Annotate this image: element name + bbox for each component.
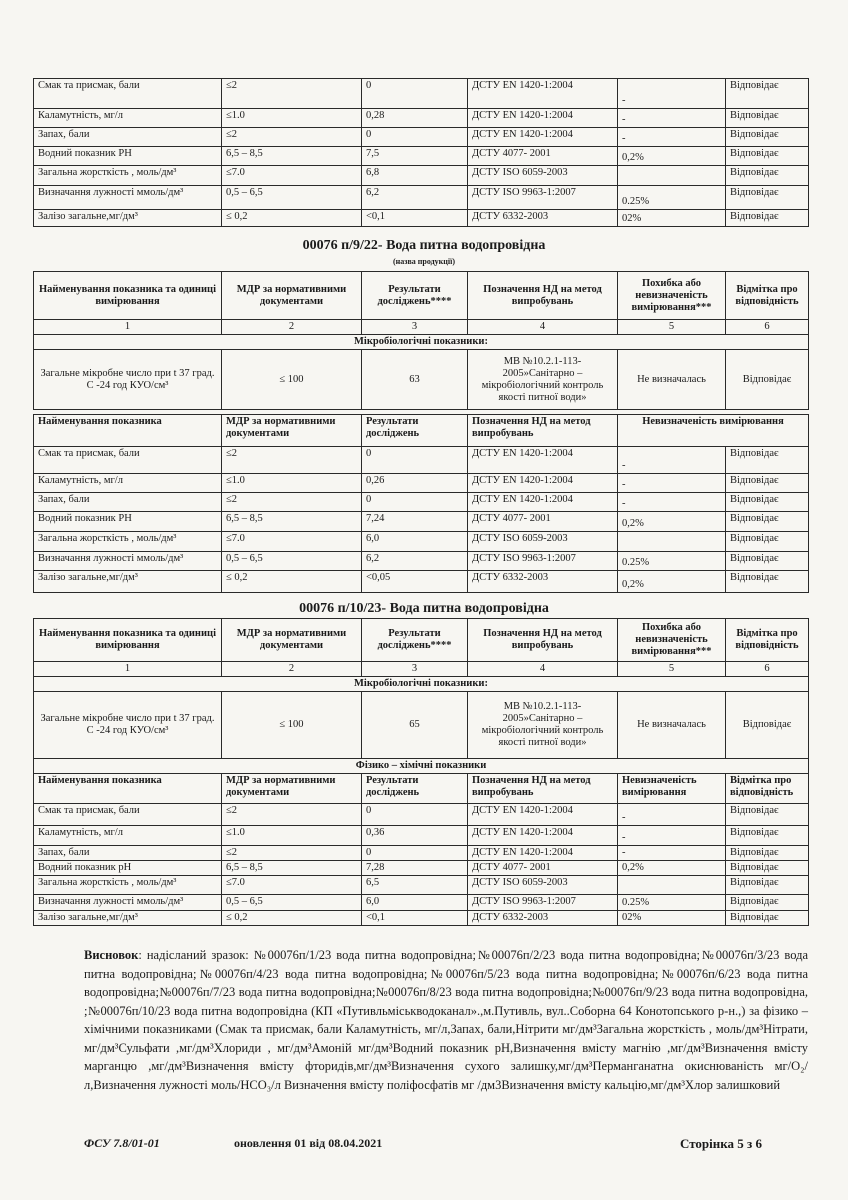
indicator-name: Залізо загальне,мг/дм³ <box>34 571 222 593</box>
page-number: Сторінка 5 з 6 <box>680 1136 763 1151</box>
table-row <box>34 147 809 166</box>
indicator-limit: 0,5 – 6,5 <box>222 552 362 571</box>
indicator-limit: ≤1.0 <box>222 474 362 493</box>
indicator-name: Запах, бали <box>34 128 222 147</box>
chem-section-label: Фізико – хімічні показники <box>34 759 809 774</box>
indicator-uncertainty: 02% <box>618 911 726 926</box>
indicator-uncertainty: Не визначалась <box>618 350 726 410</box>
indicator-compliance: Відповідає <box>726 210 809 227</box>
col-header-uncertainty: Похибка або невизначеність вимірювання*** <box>618 619 726 662</box>
indicator-name: Каламутність, мг/л <box>34 109 222 128</box>
indicator-result: 0,26 <box>362 474 468 493</box>
indicator-limit: ≤7.0 <box>222 876 362 895</box>
indicator-result: 0 <box>362 128 468 147</box>
indicator-uncertainty: - <box>618 804 726 826</box>
table-row <box>34 861 809 876</box>
col-header-compliance: Відмітка про відповідність <box>726 619 809 662</box>
indicator-limit: ≤ 0,2 <box>222 571 362 593</box>
indicator-limit: ≤2 <box>222 447 362 474</box>
indicator-name: Водний показник PH <box>34 147 222 166</box>
indicator-method: ДСТУ EN 1420-1:2004 <box>468 846 618 861</box>
indicator-method: ДСТУ ISO 6059-2003 <box>468 532 618 552</box>
indicator-name: Водний показник PH <box>34 512 222 532</box>
table-row <box>34 826 809 846</box>
table-row <box>34 186 809 210</box>
indicator-method: ДСТУ 6332-2003 <box>468 210 618 227</box>
indicator-uncertainty: 0.25% <box>618 895 726 911</box>
col-number: 3 <box>362 320 468 335</box>
table-header-row <box>34 415 809 447</box>
col-header-method: Позначення НД на метод випробувань <box>468 272 618 320</box>
indicator-uncertainty: - <box>618 128 726 147</box>
indicator-result: 6,5 <box>362 876 468 895</box>
indicator-uncertainty <box>618 166 726 186</box>
indicator-compliance: Відповідає <box>726 876 809 895</box>
indicator-result: 0 <box>362 804 468 826</box>
form-code: ФСУ 7.8/01-01 <box>84 1136 160 1150</box>
indicator-uncertainty: - <box>618 493 726 512</box>
indicator-name: Визначання лужності ммоль/дм³ <box>34 552 222 571</box>
indicator-method: ДСТУ ISO 6059-2003 <box>468 876 618 895</box>
indicator-compliance: Відповідає <box>726 474 809 493</box>
indicator-method: ДСТУ EN 1420-1:2004 <box>468 804 618 826</box>
indicator-method: МВ №10.2.1-113-2005»Санітарно – мікробіологічний контроль якості питної води» <box>468 350 618 410</box>
indicator-uncertainty: - <box>618 109 726 128</box>
table-row <box>34 846 809 861</box>
indicator-limit: ≤ 0,2 <box>222 911 362 926</box>
table-header-row <box>34 774 809 804</box>
indicator-uncertainty: - <box>618 474 726 493</box>
table-row <box>34 128 809 147</box>
col-number: 6 <box>726 662 809 677</box>
col-header-results: Результати досліджень <box>362 774 468 804</box>
indicator-compliance: Відповідає <box>726 846 809 861</box>
indicator-method: ДСТУ EN 1420-1:2004 <box>468 493 618 512</box>
indicator-uncertainty: 0,2% <box>618 571 726 593</box>
indicator-result: 0 <box>362 447 468 474</box>
indicator-limit: 0,5 – 6,5 <box>222 895 362 911</box>
indicator-compliance: Відповідає <box>726 826 809 846</box>
indicator-method: ДСТУ EN 1420-1:2004 <box>468 109 618 128</box>
col-header-name: Найменування показника та одиниці вимірювання <box>34 619 222 662</box>
col-header-compliance: Відмітка про відповідність <box>726 774 809 804</box>
col-number: 4 <box>468 662 618 677</box>
col-header-compliance: Відмітка про відповідність <box>726 272 809 320</box>
indicator-name: Смак та присмак, бали <box>34 804 222 826</box>
indicator-limit: ≤1.0 <box>222 826 362 846</box>
column-number-row <box>34 320 809 335</box>
indicator-method: ДСТУ EN 1420-1:2004 <box>468 826 618 846</box>
indicator-name: Водний показник pH <box>34 861 222 876</box>
col-header-name: Найменування показника <box>34 774 222 804</box>
table-row <box>34 474 809 493</box>
col-header-method: Позначення НД на метод випробувань <box>468 619 618 662</box>
indicator-result: 0,36 <box>362 826 468 846</box>
micro-row <box>34 692 809 759</box>
indicator-result: <0,1 <box>362 210 468 227</box>
indicator-result: 65 <box>362 692 468 759</box>
micro-row <box>34 350 809 410</box>
product-name-caption: (назва продукції) <box>392 257 455 266</box>
indicator-name: Смак та присмак, бали <box>34 79 222 109</box>
col-header-results: Результати досліджень**** <box>362 619 468 662</box>
indicator-name: Запах, бали <box>34 493 222 512</box>
sample-1-title: 00076 п/9/22- Вода питна водопровідна <box>302 238 546 253</box>
indicator-compliance: Відповідає <box>726 109 809 128</box>
sample-1-micro-table <box>33 271 809 410</box>
table-header-row <box>34 619 809 662</box>
table-row <box>34 493 809 512</box>
indicator-result: 63 <box>362 350 468 410</box>
indicator-compliance: Відповідає <box>726 512 809 532</box>
indicator-method: ДСТУ EN 1420-1:2004 <box>468 79 618 109</box>
sample-2-title: 00076 п/10/23- Вода питна водопровідна <box>299 601 549 616</box>
column-number-row <box>34 662 809 677</box>
col-header-mdr: МДР за нормативними документами <box>222 415 362 447</box>
col-number: 5 <box>618 662 726 677</box>
indicator-name: Визначання лужності ммоль/дм³ <box>34 186 222 210</box>
indicator-compliance: Відповідає <box>726 493 809 512</box>
col-header-results: Результати досліджень**** <box>362 272 468 320</box>
indicator-limit: ≤1.0 <box>222 109 362 128</box>
indicator-compliance: Відповідає <box>726 186 809 210</box>
indicator-result: 6,8 <box>362 166 468 186</box>
indicator-compliance: Відповідає <box>726 79 809 109</box>
indicator-method: ДСТУ EN 1420-1:2004 <box>468 128 618 147</box>
table-row <box>34 447 809 474</box>
indicator-method: ДСТУ ISO 9963-1:2007 <box>468 895 618 911</box>
table-header-row <box>34 272 809 320</box>
indicator-uncertainty: 02% <box>618 210 726 227</box>
indicator-result: 0 <box>362 493 468 512</box>
indicator-compliance: Відповідає <box>726 532 809 552</box>
indicator-compliance: Відповідає <box>726 147 809 166</box>
col-header-results: Результати досліджень <box>362 415 468 447</box>
indicator-limit: ≤2 <box>222 804 362 826</box>
col-header-method: Позначення НД на метод випробувань <box>468 415 618 447</box>
indicator-limit: 6,5 – 8,5 <box>222 147 362 166</box>
col-number: 5 <box>618 320 726 335</box>
indicator-result: 0,28 <box>362 109 468 128</box>
indicator-method: МВ №10.2.1-113-2005»Санітарно – мікробіологічний контроль якості питної води» <box>468 692 618 759</box>
col-header-uncertainty: Похибка або невизначеність вимірювання*** <box>618 272 726 320</box>
indicator-result: 7,24 <box>362 512 468 532</box>
table-row <box>34 552 809 571</box>
indicator-result: 7,28 <box>362 861 468 876</box>
col-header-mdr: МДР за нормативними документами <box>222 774 362 804</box>
col-header-method: Позначення НД на метод випробувань <box>468 774 618 804</box>
indicator-limit: ≤7.0 <box>222 532 362 552</box>
indicator-compliance: Відповідає <box>726 447 809 474</box>
indicator-uncertainty: - <box>618 447 726 474</box>
indicator-compliance: Відповідає <box>726 128 809 147</box>
indicator-limit: ≤2 <box>222 846 362 861</box>
indicator-compliance: Відповідає <box>726 861 809 876</box>
indicator-name: Смак та присмак, бали <box>34 447 222 474</box>
table-row <box>34 571 809 593</box>
indicator-method: ДСТУ ISO 9963-1:2007 <box>468 552 618 571</box>
micro-section-label: Мікробіологічні показники: <box>34 677 809 692</box>
top-results-table <box>33 78 809 227</box>
indicator-uncertainty: - <box>618 846 726 861</box>
sample-1-chem-table <box>33 414 809 593</box>
indicator-compliance: Відповідає <box>726 911 809 926</box>
indicator-compliance: Відповідає <box>726 692 809 759</box>
indicator-name: Каламутність, мг/л <box>34 474 222 493</box>
indicator-result: 6,2 <box>362 552 468 571</box>
table-row <box>34 109 809 128</box>
col-number: 3 <box>362 662 468 677</box>
indicator-compliance: Відповідає <box>726 166 809 186</box>
indicator-result: <0,1 <box>362 911 468 926</box>
table-row <box>34 876 809 895</box>
revision-note: оновлення 01 від 08.04.2021 <box>234 1136 383 1150</box>
indicator-compliance: Відповідає <box>726 552 809 571</box>
indicator-method: ДСТУ 6332-2003 <box>468 911 618 926</box>
indicator-name: Загальне мікробне число при t 37 град. С -24 год КУО/см³ <box>34 692 222 759</box>
conclusion-text: : надісланий зразок: №00076п/1/23 вода питна водопровідна;№00076п/2/23 вода питна водопровідна;№00076п/3/23 вода питна водопровідна;№00076п/4/23 вода питна водопровідна;№00076п/5/23 вода питна водопровідна;№00076п/6/23 вода питна водопровідна;№00076п/7/23 вода питна водопровідна;№00076п/8/23 вода питна водопровідна;№00076п/9/23 вода питна водопровідна, ;№00076п/10/23 вода питна водопровідна (КП «Путивльміськводоканал».,м.Путивль, вул..Соборна 64 Конотопського р-н.,) за фізико – хімічними показниками (Смак та присмак, бали Каламутність, мг/л,Запах, бали,Нітрити мг/дм³Загальна жорсткість , моль/дм³Нітрати, мг/дм³Сульфати ,мг/дм³Хлориди , мг/дм³Амоній мг/дм³Водний показник pH,Визначення вмісту магнію ,мг/дм³Визначення вмісту марганцю ,мг/дм³Визначення вмісту фторидів,мг/дм³Визначення сухого залишку,мг/дм³Перманганатна окиснюваність мг/О₂/л,Визначення лужності моль/НСО₃/л Визначення вмісту поліфосфатів мг /дм3Визначення вмісту кальцію,мг/дм³Хлор залишковий <box>84 948 808 1092</box>
table-row <box>34 532 809 552</box>
indicator-method: ДСТУ EN 1420-1:2004 <box>468 474 618 493</box>
indicator-limit: 6,5 – 8,5 <box>222 512 362 532</box>
sample-2-micro-table <box>33 618 809 759</box>
indicator-name: Каламутність, мг/л <box>34 826 222 846</box>
conclusion-label: Висновок <box>84 948 139 962</box>
indicator-method: ДСТУ ISO 9963-1:2007 <box>468 186 618 210</box>
col-header-mdr: МДР за нормативними документами <box>222 619 362 662</box>
indicator-uncertainty: - <box>618 79 726 109</box>
indicator-method: ДСТУ 6332-2003 <box>468 571 618 593</box>
indicator-uncertainty <box>618 876 726 895</box>
indicator-compliance: Відповідає <box>726 895 809 911</box>
indicator-uncertainty: 0.25% <box>618 186 726 210</box>
indicator-result: 6,2 <box>362 186 468 210</box>
indicator-uncertainty: Не визначалась <box>618 692 726 759</box>
col-header-uncertainty: Невизначеність вимірювання <box>618 774 726 804</box>
indicator-result: <0,05 <box>362 571 468 593</box>
indicator-compliance: Відповідає <box>726 804 809 826</box>
indicator-uncertainty: 0.25% <box>618 552 726 571</box>
indicator-uncertainty: - <box>618 826 726 846</box>
table-row <box>34 804 809 826</box>
indicator-result: 0 <box>362 846 468 861</box>
indicator-result: 7,5 <box>362 147 468 166</box>
indicator-name: Залізо загальне,мг/дм³ <box>34 911 222 926</box>
indicator-method: ДСТУ 4077- 2001 <box>468 512 618 532</box>
indicator-result: 6,0 <box>362 532 468 552</box>
indicator-limit: ≤ 100 <box>222 350 362 410</box>
table-row <box>34 210 809 227</box>
indicator-limit: ≤ 0,2 <box>222 210 362 227</box>
indicator-limit: 0,5 – 6,5 <box>222 186 362 210</box>
indicator-limit: ≤2 <box>222 493 362 512</box>
col-number: 6 <box>726 320 809 335</box>
indicator-uncertainty: 0,2% <box>618 861 726 876</box>
col-number: 2 <box>222 320 362 335</box>
col-header-mdr: МДР за нормативними документами <box>222 272 362 320</box>
table-row <box>34 911 809 926</box>
indicator-name: Залізо загальне,мг/дм³ <box>34 210 222 227</box>
section-row <box>34 335 809 350</box>
indicator-uncertainty: 0,2% <box>618 512 726 532</box>
col-number: 1 <box>34 662 222 677</box>
indicator-limit: ≤2 <box>222 79 362 109</box>
col-number: 1 <box>34 320 222 335</box>
section-row <box>34 759 809 774</box>
indicator-uncertainty <box>618 532 726 552</box>
indicator-limit: ≤2 <box>222 128 362 147</box>
table-row <box>34 512 809 532</box>
sample-2-chem-table <box>33 758 809 926</box>
col-header-name: Найменування показника <box>34 415 222 447</box>
indicator-method: ДСТУ 4077- 2001 <box>468 861 618 876</box>
conclusion-paragraph <box>84 946 808 1094</box>
indicator-name: Визначання лужності ммоль/дм³ <box>34 895 222 911</box>
indicator-result: 6,0 <box>362 895 468 911</box>
indicator-limit: 6,5 – 8,5 <box>222 861 362 876</box>
indicator-uncertainty: 0,2% <box>618 147 726 166</box>
indicator-name: Загальна жорсткість , моль/дм³ <box>34 532 222 552</box>
col-header-uncertainty: Невизначеність вимірювання <box>618 415 809 447</box>
section-row <box>34 677 809 692</box>
indicator-result: 0 <box>362 79 468 109</box>
col-header-name: Найменування показника та одиниці вимірювання <box>34 272 222 320</box>
indicator-method: ДСТУ EN 1420-1:2004 <box>468 447 618 474</box>
col-number: 2 <box>222 662 362 677</box>
table-row <box>34 895 809 911</box>
indicator-name: Загальне мікробне число при t 37 град. С -24 год КУО/см³ <box>34 350 222 410</box>
indicator-limit: ≤ 100 <box>222 692 362 759</box>
col-number: 4 <box>468 320 618 335</box>
indicator-name: Запах, бали <box>34 846 222 861</box>
indicator-method: ДСТУ 4077- 2001 <box>468 147 618 166</box>
table-row <box>34 79 809 109</box>
indicator-name: Загальна жорсткість , моль/дм³ <box>34 166 222 186</box>
indicator-method: ДСТУ ISO 6059-2003 <box>468 166 618 186</box>
indicator-compliance: Відповідає <box>726 571 809 593</box>
table-row <box>34 166 809 186</box>
indicator-name: Загальна жорсткість , моль/дм³ <box>34 876 222 895</box>
indicator-limit: ≤7.0 <box>222 166 362 186</box>
indicator-compliance: Відповідає <box>726 350 809 410</box>
micro-section-label: Мікробіологічні показники: <box>34 335 809 350</box>
